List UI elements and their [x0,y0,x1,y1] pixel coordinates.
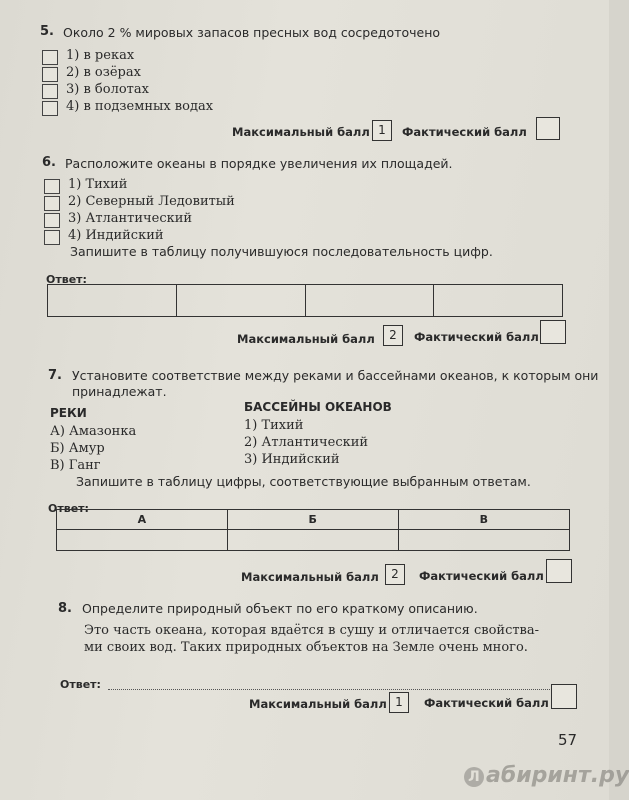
q7-basins-header: БАССЕЙНЫ ОКЕАНОВ [244,400,392,414]
q5-option-1: 1) в реках [66,48,135,63]
q5-checkbox-4[interactable] [42,101,58,116]
q8-answer-line[interactable] [108,688,570,690]
q5-checkbox-2[interactable] [42,67,58,82]
q7-table-header-b: Б [227,510,398,530]
q6-instruction: Запишите в таблицу получившуюся последовательность цифр. [70,244,493,259]
q6-answer-label: Ответ: [46,273,87,286]
watermark-logo-icon: Л [464,767,484,787]
q5-checkbox-3[interactable] [42,84,58,99]
q5-text: Около 2 % мировых запасов пресных вод сосредоточено [63,25,441,40]
q7-actual-score-input[interactable] [546,559,572,583]
q6-answer-cell-3[interactable] [305,285,434,317]
q6-answer-cell-1[interactable] [48,285,177,317]
q7-text-line2: принадлежат. [72,384,167,399]
q8-description-line1: Это часть океана, которая вдаётся в сушу и отличается свойства- [84,623,540,638]
q7-basin-3: 3) Индийский [244,452,340,467]
q6-number: 6. [42,155,56,170]
q5-max-score-label: Максимальный балл [232,125,370,139]
q7-basin-1: 1) Тихий [244,418,304,433]
q5-option-4: 4) в подземных водах [66,99,214,114]
watermark-text: абиринт.ру [486,763,629,788]
q7-max-score-value: 2 [385,564,405,585]
q8-text: Определите природный объект по его краткому описанию. [82,601,478,616]
q6-actual-score-label: Фактический балл [414,330,539,344]
q7-text-line1: Установите соответствие между реками и бассейнами океанов, к которым они [72,368,599,383]
q7-answer-cell-a[interactable] [57,530,228,551]
q7-river-a: А) Амазонка [50,424,137,439]
q5-actual-score-input[interactable] [536,117,560,140]
q6-option-3: 3) Атлантический [68,211,193,226]
q6-text: Расположите океаны в порядке увеличения их площадей. [65,156,453,171]
q7-instruction: Запишите в таблицу цифры, соответствующие выбранным ответам. [76,474,531,489]
q7-answer-cell-b[interactable] [227,530,398,551]
q6-option-2: 2) Северный Ледовитый [68,194,235,209]
q6-answer-cell-4[interactable] [434,285,563,317]
q7-answer-table [56,509,570,551]
q7-number: 7. [48,368,62,383]
q6-option-1: 1) Тихий [68,177,128,192]
page-number: 57 [558,731,578,749]
q7-river-b: Б) Амур [50,441,105,456]
q7-actual-score-label: Фактический балл [419,569,544,583]
q7-table-header-a: А [57,510,228,530]
q7-max-score-label: Максимальный балл [241,570,379,584]
q7-rivers-header: РЕКИ [50,406,87,420]
q7-answer-label: Ответ: [48,502,89,515]
q8-number: 8. [58,601,72,616]
q5-option-2: 2) в озёрах [66,65,141,80]
q6-max-score-value: 2 [383,325,403,346]
q8-max-score-value: 1 [389,692,409,713]
q7-table-header-c: В [398,510,569,530]
q6-checkbox-3[interactable] [44,213,60,228]
q5-option-3: 3) в болотах [66,82,149,97]
q6-max-score-label: Максимальный балл [237,332,375,346]
q5-number: 5. [40,24,54,39]
q6-checkbox-1[interactable] [44,179,60,194]
q5-actual-score-label: Фактический балл [402,125,527,139]
q6-answer-table [47,284,563,317]
q6-answer-cell-2[interactable] [176,285,305,317]
q7-basin-2: 2) Атлантический [244,435,369,450]
q8-max-score-label: Максимальный балл [249,697,387,711]
q6-checkbox-2[interactable] [44,196,60,211]
q6-actual-score-input[interactable] [540,320,566,344]
q8-description-line2: ми своих вод. Таких природных объектов на Земле очень много. [84,640,528,655]
q5-checkbox-1[interactable] [42,50,58,65]
q8-answer-label: Ответ: [60,678,101,691]
q8-actual-score-input[interactable] [551,684,577,709]
q6-option-4: 4) Индийский [68,228,164,243]
q8-actual-score-label: Фактический балл [424,696,549,710]
q7-answer-cell-c[interactable] [398,530,569,551]
q6-checkbox-4[interactable] [44,230,60,245]
q5-max-score-value: 1 [372,120,392,141]
q7-river-c: В) Ганг [50,458,101,473]
